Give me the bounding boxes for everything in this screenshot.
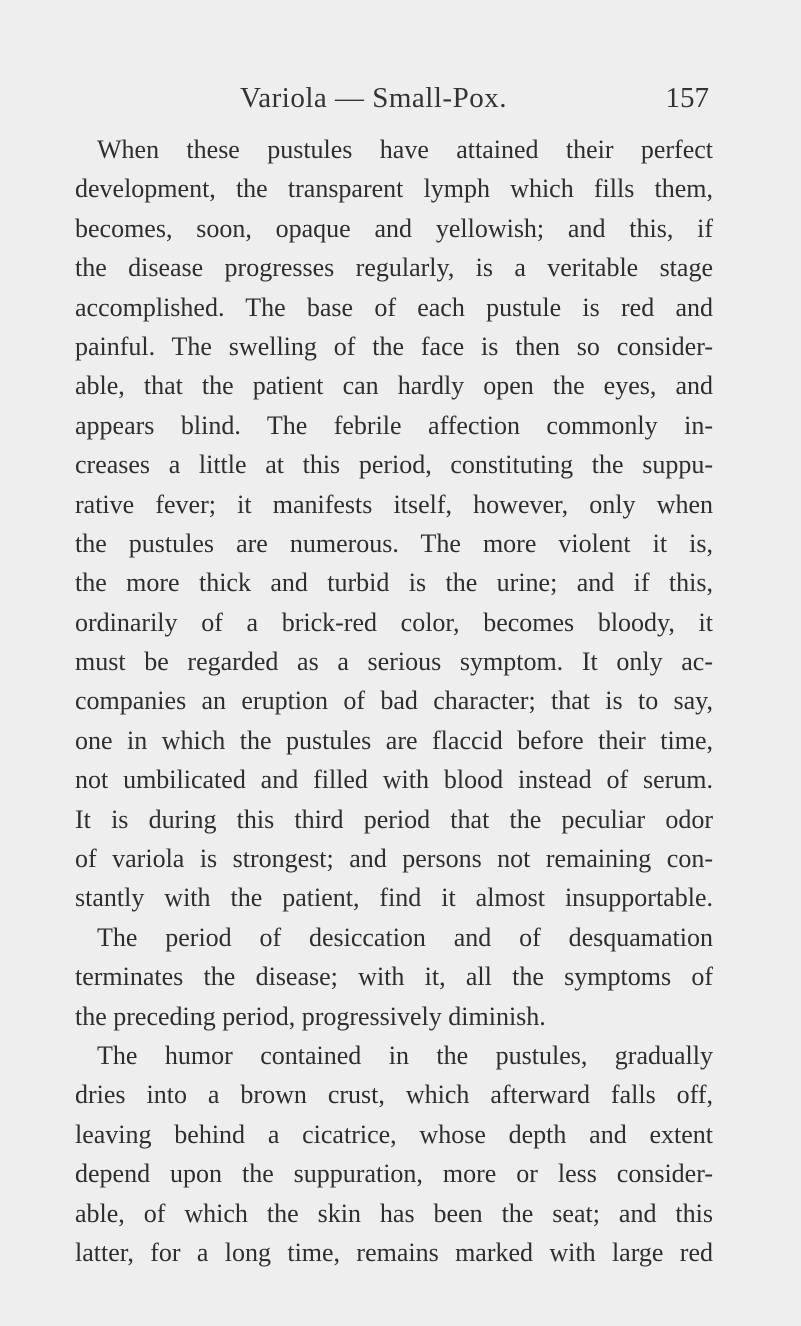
text-line: the pustules are numerous. The more violent it is,	[75, 528, 713, 558]
text-line: not umbilicated and filled with blood instead of serum.	[75, 765, 713, 795]
text-line: terminates the disease; with it, all the symptoms of	[75, 962, 713, 992]
text-line: of variola is strongest; and persons not remaining con-	[75, 844, 713, 874]
text-line: creases a little at this period, constituting the suppu-	[75, 450, 713, 480]
text-line: The humor contained in the pustules, gradually	[97, 1040, 713, 1070]
text-line: development, the transparent lymph which fills them,	[75, 174, 713, 204]
text-line: dries into a brown crust, which afterward falls off,	[75, 1080, 713, 1110]
text-line: one in which the pustules are flaccid before their time,	[75, 725, 713, 755]
text-line: ordinarily of a brick-red color, becomes bloody, it	[75, 607, 713, 637]
text-line: able, that the patient can hardly open the eyes, and	[75, 371, 713, 401]
text-line: leaving behind a cicatrice, whose depth and extent	[75, 1119, 713, 1149]
text-line: the disease progresses regularly, is a veritable stage	[75, 253, 713, 283]
text-line: When these pustules have attained their perfect	[97, 135, 713, 164]
text-line: It is during this third period that the peculiar odor	[75, 804, 713, 834]
running-title: Variola — Small-Pox.	[240, 82, 507, 114]
text-line: depend upon the suppuration, more or less consider-	[75, 1159, 713, 1189]
text-line: becomes, soon, opaque and yellowish; and this, if	[75, 213, 713, 243]
text-line: accomplished. The base of each pustule is red and	[75, 292, 713, 322]
text-line: rative fever; it manifests itself, however, only when	[75, 489, 713, 519]
text-line: must be regarded as a serious symptom. It only ac-	[75, 647, 713, 677]
text-line: painful. The swelling of the face is then so consider-	[75, 331, 713, 361]
text-line: able, of which the skin has been the seat; and this	[75, 1198, 713, 1228]
text-line: the more thick and turbid is the urine; and if this,	[75, 568, 713, 598]
body-text	[75, 130, 713, 1272]
text-line: latter, for a long time, remains marked with large red	[75, 1237, 713, 1267]
page-number: 157	[665, 82, 709, 114]
text-line: the preceding period, progressively diminish.	[75, 1001, 546, 1031]
text-line: stantly with the patient, find it almost insupportable.	[75, 883, 713, 913]
text-line: companies an eruption of bad character; that is to say,	[75, 686, 713, 716]
text-line: appears blind. The febrile affection commonly in-	[75, 410, 713, 440]
text-line: The period of desiccation and of desquamation	[97, 922, 713, 952]
